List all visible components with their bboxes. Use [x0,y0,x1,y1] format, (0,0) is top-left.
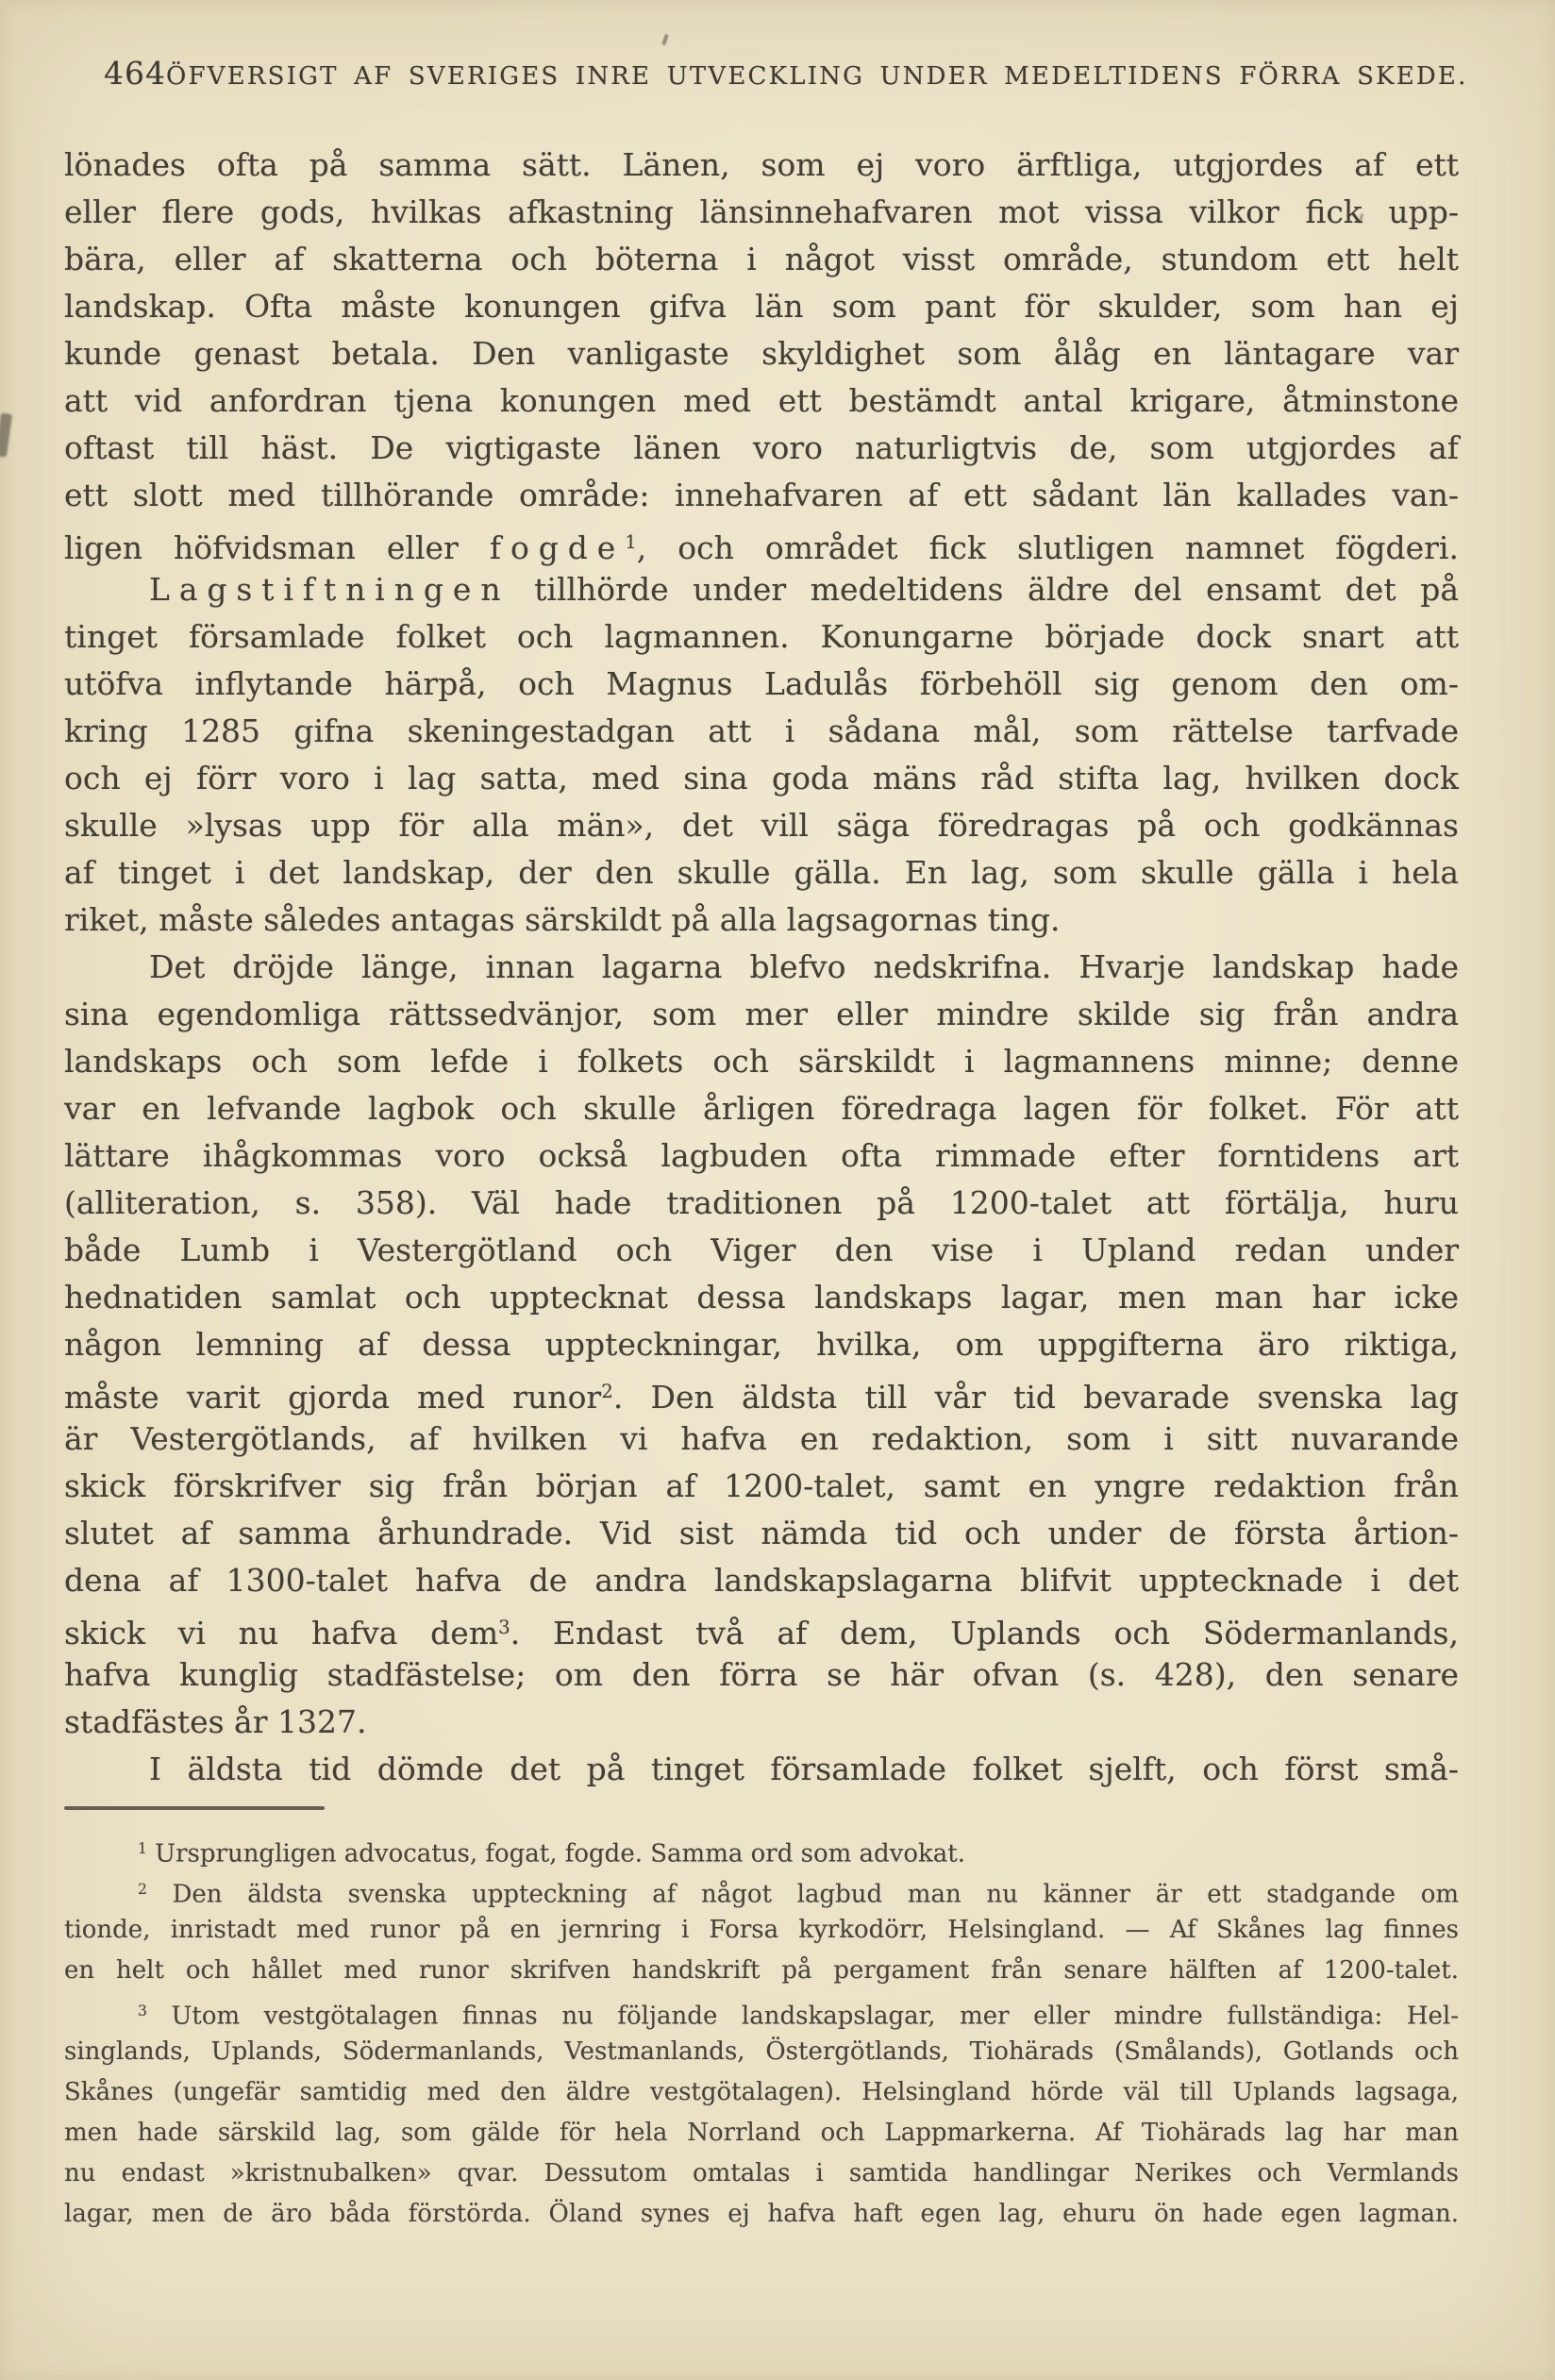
text-line: nu endast »kristnubalken» qvar. Dessutom omtalas i samtida handlingar Nerikes och Vermlands [64,2159,1459,2187]
text-line: någon lemning af dessa uppteckningar, hvilka, om uppgifterna äro riktiga, [64,1326,1459,1363]
text-line: stadfästes år 1327. [64,1703,367,1740]
text-line: tionde, inristadt med runor på en jernring i Forsa kyrkodörr, Helsingland. — Af Skånes lag finnes [64,1916,1459,1944]
text-line: och ej förr voro i lag satta, med sina goda mäns råd stifta lag, hvilken dock [64,760,1459,796]
text-line: singlands, Uplands, Södermanlands, Vestmanlands, Östergötlands, Tiohärads (Smålands), Gotlands och [64,2037,1459,2066]
text-line: kring 1285 gifna skeningestadgan att i sådana mål, som rättelse tarfvade [64,712,1459,749]
ink-speck [661,34,669,46]
text-line: ligen höfvidsman eller fogde$^1$, och området fick slutligen namnet fögderi. [64,528,1459,566]
text-line: ett slott med tillhörande område: innehafvaren af ett sådant län kallades van- [64,477,1459,513]
text-line: skulle »lysas upp för alla män», det vill säga föredragas på och godkännas [64,807,1459,844]
text-line: lagar, men de äro båda förstörda. Öland synes ej hafva haft egen lag, ehuru ön hade egen lagman. [64,2200,1459,2228]
text-line: (alliteration, s. 358). Väl hade traditionen på 1200-talet att förtälja, huru [64,1184,1459,1221]
text-line: Lagstiftningen tillhörde under medeltidens äldre del ensamt det på [149,571,1459,608]
text-line: landskap. Ofta måste konungen gifva län som pant för skulder, som han ej [64,288,1459,325]
text-line: af tinget i det landskap, der den skulle gälla. En lag, som skulle gälla i hela [64,854,1459,891]
text-line: var en lefvande lagbok och skulle årligen föredraga lagen för folket. För att [64,1090,1459,1127]
text-line: utöfva inflytande härpå, och Magnus Ladulås förbehöll sig genom den om- [64,665,1459,702]
running-head [104,55,1468,92]
text-line: kunde genast betala. Den vanligaste skyldighet som ålåg en läntagare var [64,335,1459,372]
body-text [64,142,1459,1793]
text-line: skick förskrifver sig från början af 1200-talet, samt en yngre redaktion från [64,1467,1459,1504]
text-line: oftast till häst. De vigtigaste länen voro naturligtvis de, som utgjordes af [64,429,1459,466]
running-title: ÖFVERSIGT AF SVERIGES INRE UTVECKLING UNDER MEDELTIDENS FÖRRA SKEDE. [166,62,1468,91]
text-line: tinget församlade folket och lagmannen. Konungarne började dock snart att [64,618,1459,655]
text-line: $^3$ Utom vestgötalagen finnas nu följande landskapslagar, mer eller mindre fullständiga: Hel- [138,2002,1459,2031]
text-line: landskaps och som lefde i folkets och särskildt i lagmannens minne; denne [64,1043,1459,1080]
page-number: 464 [104,55,166,92]
footnote-separator-rule [64,1806,325,1810]
text-line: lönades ofta på samma sätt. Länen, som ej voro ärftliga, utgjordes af ett [64,146,1459,183]
text-line: slutet af samma århundrade. Vid sist nämda tid och under de första årtion- [64,1515,1459,1551]
text-line: lättare ihågkommas voro också lagbuden ofta rimmade efter forntidens art [64,1137,1459,1174]
text-line: att vid anfordran tjena konungen med ett bestämdt antal krigare, åtminstone [64,382,1459,419]
text-line: Skånes (ungefär samtidig med den äldre vestgötalagen). Helsingland hörde väl till Uplands lagsaga, [64,2078,1459,2106]
text-line: eller flere gods, hvilkas afkastning länsinnehafvaren mot vissa vilkor fick upp- [64,193,1459,230]
text-line: dena af 1300-talet hafva de andra landskapslagarna blifvit upptecknade i det [64,1562,1459,1599]
text-line: en helt och hållet med runor skrifven handskrift på pergament från senare hälften af 1200-talet. [64,1956,1459,1985]
text-line: I äldsta tid dömde det på tinget församlade folket sjelft, och först små- [149,1751,1459,1787]
text-line: är Vestergötlands, af hvilken vi hafva en redaktion, som i sitt nuvarande [64,1420,1459,1457]
text-line: både Lumb i Vestergötland och Viger den vise i Upland redan under [64,1232,1459,1268]
text-line: men hade särskild lag, som gälde för hela Norrland och Lappmarkerna. Af Tiohärads lag har man [64,2119,1459,2147]
text-line: skick vi nu hafva dem$^3$. Endast två af dem, Uplands och Södermanlands, [64,1614,1459,1651]
text-line: riket, måste således antagas särskildt på alla lagsagornas ting. [64,901,1061,938]
text-line: måste varit gjorda med runor$^2$. Den äldsta till vår tid bevarade svenska lag [64,1378,1459,1416]
footnotes [64,1829,1459,2235]
text-line: hednatiden samlat och upptecknat dessa landskaps lagar, men man har icke [64,1279,1459,1316]
text-line: $^2$ Den äldsta svenska uppteckning af något lagbud man nu känner är ett stadgande om [138,1880,1459,1909]
text-line: bära, eller af skatterna och böterna i något visst område, stundom ett helt [64,241,1459,277]
text-line: hafva kunglig stadfästelse; om den förra se här ofvan (s. 428), den senare [64,1656,1459,1693]
text-line: $^1$ Ursprungligen advocatus, fogat, fogde. Samma ord som advokat. [138,1839,965,1869]
page-edge-mark [0,412,12,457]
text-line: Det dröjde länge, innan lagarna blefvo nedskrifna. Hvarje landskap hade [149,948,1459,985]
text-line: sina egendomliga rättssedvänjor, som mer eller mindre skilde sig från andra [64,996,1459,1032]
